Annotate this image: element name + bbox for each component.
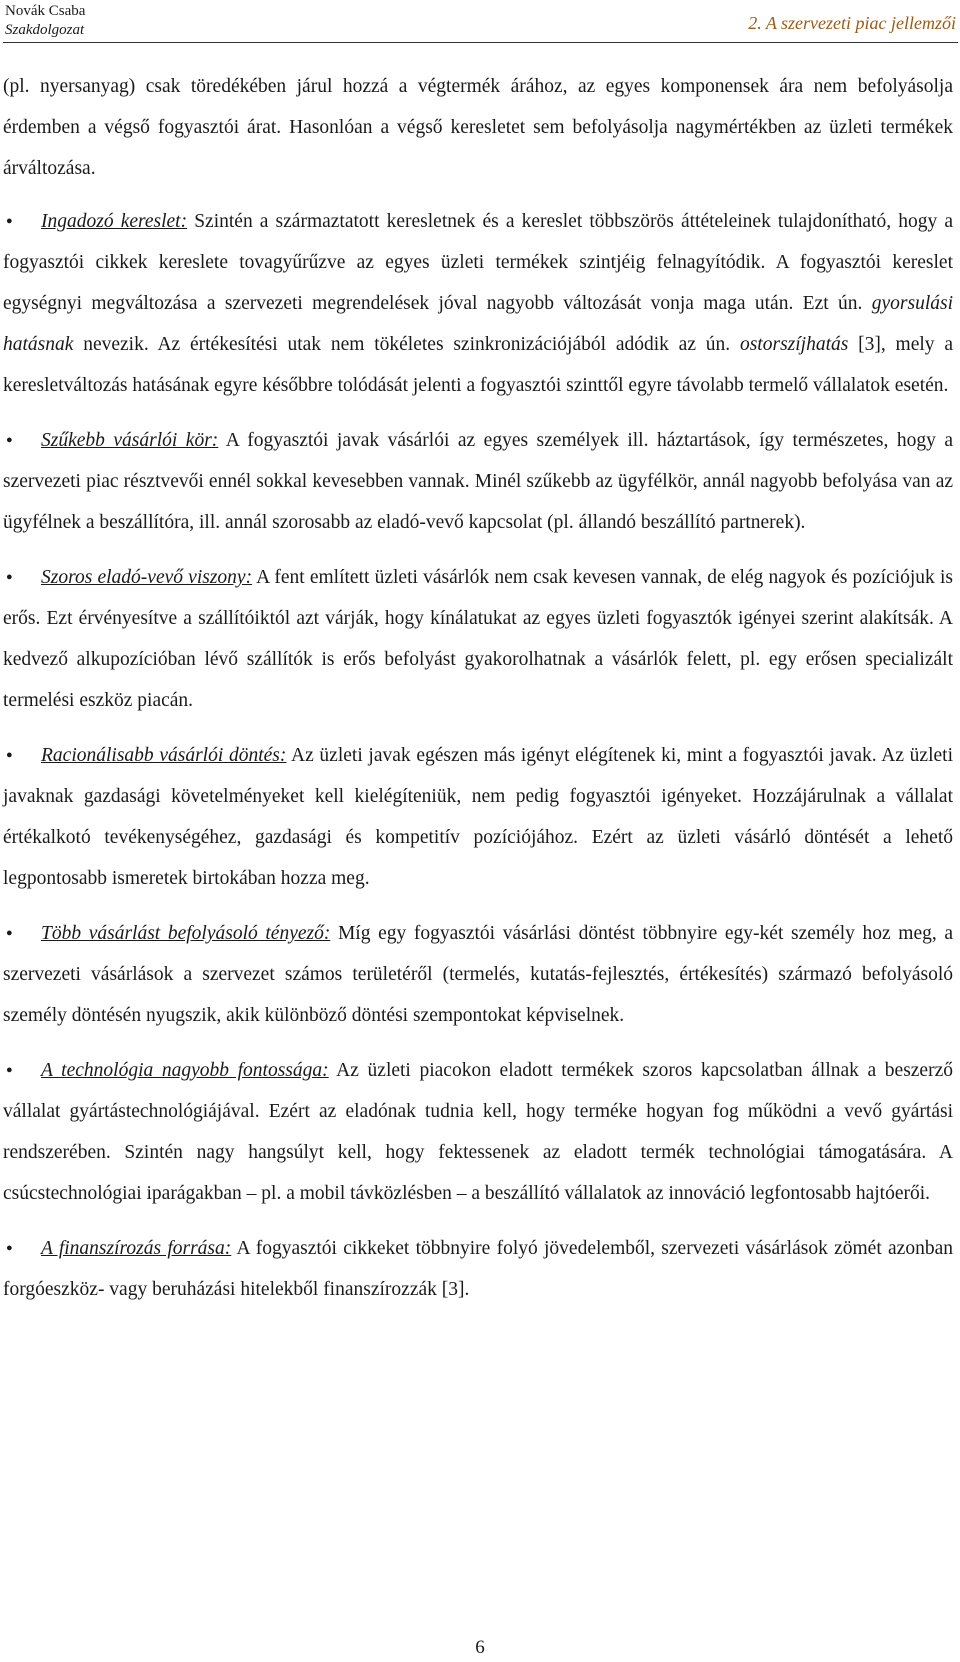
bullet-text-segment: Míg egy fogyasztói vásárlási döntést többnyire egy-két személy hoz meg, a szervezeti vásárlások a szervezet számos területéről (termelés, kutatás-fejlesztés, értékesítés) származó befolyásoló személy döntésén nyugszik, akik különböző döntési szempontokat képviselnek. [3, 923, 953, 1026]
bullet-term: Több vásárlást befolyásoló tényező: [41, 923, 331, 944]
bullet-dot-icon [3, 557, 41, 601]
bullet-item [3, 201, 953, 406]
header-divider [3, 42, 958, 43]
bullet-text [3, 201, 953, 406]
bullet-text [3, 1228, 953, 1310]
bullet-term: Racionálisabb vásárlói döntés: [41, 745, 287, 766]
page-header [0, 0, 960, 45]
bullet-item [3, 1050, 953, 1214]
bullet-text-segment: Az üzleti piacokon eladott termékek szoros kapcsolatban állnak a beszerző vállalat gyártástechnológiájával. Ezért az eladónak tudnia kell, hogy terméke hogyan fog működni a vevő gyártási rendszerében. Szintén nagy hangsúlyt kell, hogy fektessenek az eladott termék technológiai támogatására. A csúcstechnológiai iparágakban – pl. a mobil távközlésben – a beszállító vállalatok az innováció legfontosabb hajtóerői. [3, 1060, 953, 1204]
bullet-term: Szűkebb vásárlói kör: [41, 430, 219, 451]
bullet-dot-icon [3, 1228, 41, 1272]
intro-paragraph: (pl. nyersanyag) csak töredékében járul hozzá a végtermék árához, az egyes komponensek ára nem befolyásolja érdemben a végső fogyasztói árat. Hasonlóan a végső keresletet sem befolyásolja nagymértékben az üzleti termékek árváltozása. [3, 76, 953, 179]
bullet-text-segment: Az üzleti javak egészen más igényt elégítenek ki, mint a fogyasztói javak. Az üzleti javaknak gazdasági követelményeket kell kielégíteniük, nem pedig fogyasztói igényeket. Hozzájárulnak a vállalat értékalkotó tevékenységéhez, gazdasági és kompetitív pozíciójához. Ezért az üzleti vásárló döntését a lehető legpontosabb ismeretek birtokában hozza meg. [3, 745, 953, 889]
bullet-text-segment: nevezik. Az értékesítési utak nem tökéletes szinkronizációjából adódik az ún. [73, 334, 740, 355]
bullet-item [3, 557, 953, 721]
bullet-item [3, 420, 953, 543]
bullet-dot-icon [3, 201, 41, 245]
bullet-text [3, 420, 953, 543]
emphasized-term: gyorsulási hatásnak [3, 293, 953, 355]
bullet-item [3, 735, 953, 899]
bullet-term: A technológia nagyobb fontossága: [41, 1060, 329, 1081]
bullet-item [3, 1228, 953, 1310]
bullet-term: Ingadozó kereslet: [41, 211, 188, 232]
header-chapter-title: 2. A szervezeti piac jellemzői [748, 13, 956, 33]
bullet-text [3, 913, 953, 1036]
bullet-term: A finanszírozás forrása: [41, 1238, 232, 1259]
bullet-dot-icon [3, 913, 41, 957]
bullet-term: Szoros eladó-vevő viszony: [41, 567, 253, 588]
bullet-text-segment: [3], mely a keresletváltozás hatásának egyre későbbre tolódását jelenti a fogyasztói szinttől egyre távolabb termelő vállalatok esetén. [3, 334, 953, 396]
page-number: 6 [475, 1637, 485, 1658]
bullet-item [3, 913, 953, 1036]
bullet-text [3, 557, 953, 721]
bullet-dot-icon [3, 420, 41, 464]
document-body [3, 66, 953, 1310]
bullet-text-segment: A fogyasztói cikkeket többnyire folyó jövedelemből, szervezeti vásárlások zömét azonban forgóeszköz- vagy beruházási hitelekből finanszírozzák [3]. [3, 1238, 953, 1300]
header-document-type: Szakdolgozat [5, 22, 85, 38]
bullet-text-segment: Szintén a származtatott keresletnek és a kereslet többszörös áttételeinek tulajdonítható, hogy a fogyasztói cikkek kereslete tovagyűrűzve az egyes üzleti termékek szintjéig felnagyítódik. A fogyasztói kereslet egységnyi megváltozása a szervezeti megrendelések jóval nagyobb változását vonja maga után. Ezt ún. [3, 211, 953, 314]
bullet-text [3, 735, 953, 899]
bullet-dot-icon [3, 1050, 41, 1094]
bullet-list [3, 201, 953, 1310]
bullet-text [3, 1050, 953, 1214]
bullet-dot-icon [3, 735, 41, 779]
bullet-text-segment: A fent említett üzleti vásárlók nem csak kevesen vannak, de elég nagyok és pozíciójuk is erős. Ezt érvényesítve a szállítóiktól azt várják, hogy kínálatukat az egyes üzleti fogyasztók igényei szerint alakítsák. A kedvező alkupozícióban lévő szállítók is erős befolyást gyakorolhatnak a vásárlók felett, pl. egy erősen specializált termelési eszköz piacán. [3, 567, 953, 711]
emphasized-term: ostorszíjhatás [739, 334, 849, 355]
bullet-text-segment: A fogyasztói javak vásárlói az egyes személyek ill. háztartások, így természetes, hogy a szervezeti piac résztvevői ennél sokkal kevesebben vannak. Minél szűkebb az ügyfélkör, annál nagyobb befolyása van az ügyfélnek a beszállítóra, ill. annál szorosabb az eladó-vevő kapcsolat (pl. állandó beszállító partnerek). [3, 430, 953, 533]
header-author: Novák Csaba [5, 3, 86, 19]
